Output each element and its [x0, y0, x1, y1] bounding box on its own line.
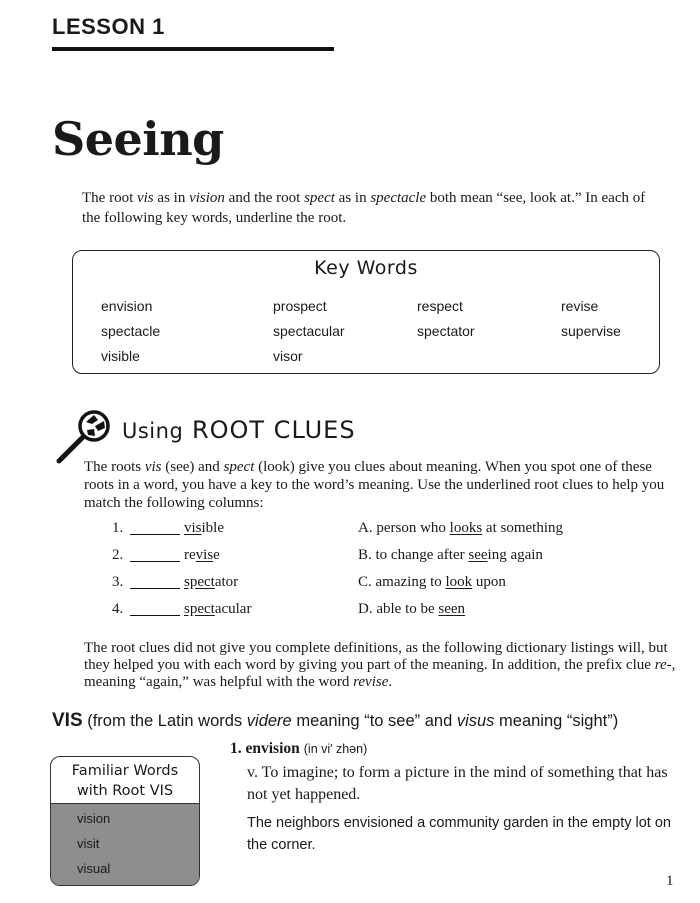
matching-definition: C. amazing to look upon: [358, 574, 506, 590]
matching-row: 3. spectator C. amazing to look upon: [112, 574, 506, 590]
answer-blank[interactable]: [130, 615, 180, 616]
key-words-box: [72, 250, 660, 374]
matching-definition: B. to change after seeing again: [358, 547, 543, 563]
familiar-word: visit: [77, 836, 100, 851]
familiar-words-title: Familiar Words with Root VIS: [71, 763, 179, 799]
matching-word: revise: [184, 547, 220, 563]
key-word: supervise: [561, 323, 621, 339]
key-word: envision: [101, 298, 153, 314]
key-word: visor: [273, 348, 303, 364]
entry-heading: 1. envision (in vi′ zhən): [230, 740, 368, 757]
matching-row: 2. revise B. to change after seeing again: [112, 547, 543, 563]
intro-paragraph: The root vis as in vision and the root spect as in spectacle both mean “see, look at.” In each of the following key words, underline the root.: [82, 190, 646, 226]
key-word: spectacular: [273, 323, 345, 339]
key-words-title: Key Words: [314, 257, 418, 279]
key-word: visible: [101, 348, 140, 364]
matching-row: 1. visible A. person who looks at something: [112, 520, 563, 536]
magnifying-glass-icon: [54, 408, 116, 464]
matching-definition: D. able to be seen: [358, 601, 466, 617]
familiar-words-list: [51, 803, 199, 886]
key-word: respect: [417, 298, 463, 314]
familiar-word: vision: [77, 811, 111, 826]
familiar-words-box: [50, 756, 200, 886]
matching-word: visible: [184, 520, 225, 536]
answer-blank[interactable]: [130, 561, 180, 562]
page-number: 1: [666, 873, 674, 889]
answer-blank[interactable]: [130, 588, 180, 589]
key-word: revise: [561, 298, 599, 314]
key-word: spectacle: [101, 323, 161, 339]
entry-definition: v. To imagine; to form a picture in the mind of something that has not yet happened.: [247, 764, 668, 803]
entry-example: The neighbors envisioned a community garden in the empty lot on the corner.: [247, 815, 671, 853]
answer-blank[interactable]: [130, 534, 180, 535]
vis-root-heading: VIS (from the Latin words videre meaning “to see” and visus meaning “sight”): [52, 710, 619, 731]
matching-definition: A. person who looks at something: [358, 520, 563, 536]
page-title: Seeing: [52, 112, 224, 166]
matching-word: spectacular: [184, 601, 252, 617]
lesson-label: LESSON 1: [52, 14, 165, 39]
key-word: prospect: [273, 298, 327, 314]
lesson-rule: [52, 47, 334, 51]
matching-row: 4. spectacular D. able to be seen: [112, 601, 466, 617]
key-words-grid: [101, 296, 641, 366]
familiar-word: visual: [77, 861, 111, 876]
root-clues-paragraph: The roots vis (see) and spect (look) give you clues about meaning. When you spot one of these roots in a word, you have a key to the word’s meaning. Use the underlined root clues to help you match the following columns:: [84, 459, 665, 511]
key-word: spectator: [417, 323, 475, 339]
root-clues-heading: Using ROOT CLUES: [122, 416, 356, 444]
conclusion-paragraph: The root clues did not give you complete definitions, as the following dictionary listings will, but they helped you with each word by giving you part of the meaning. In addition, the prefix clue re-, meaning “again,” was helpful with the word revise.: [84, 640, 676, 690]
matching-word: spectator: [184, 574, 239, 590]
